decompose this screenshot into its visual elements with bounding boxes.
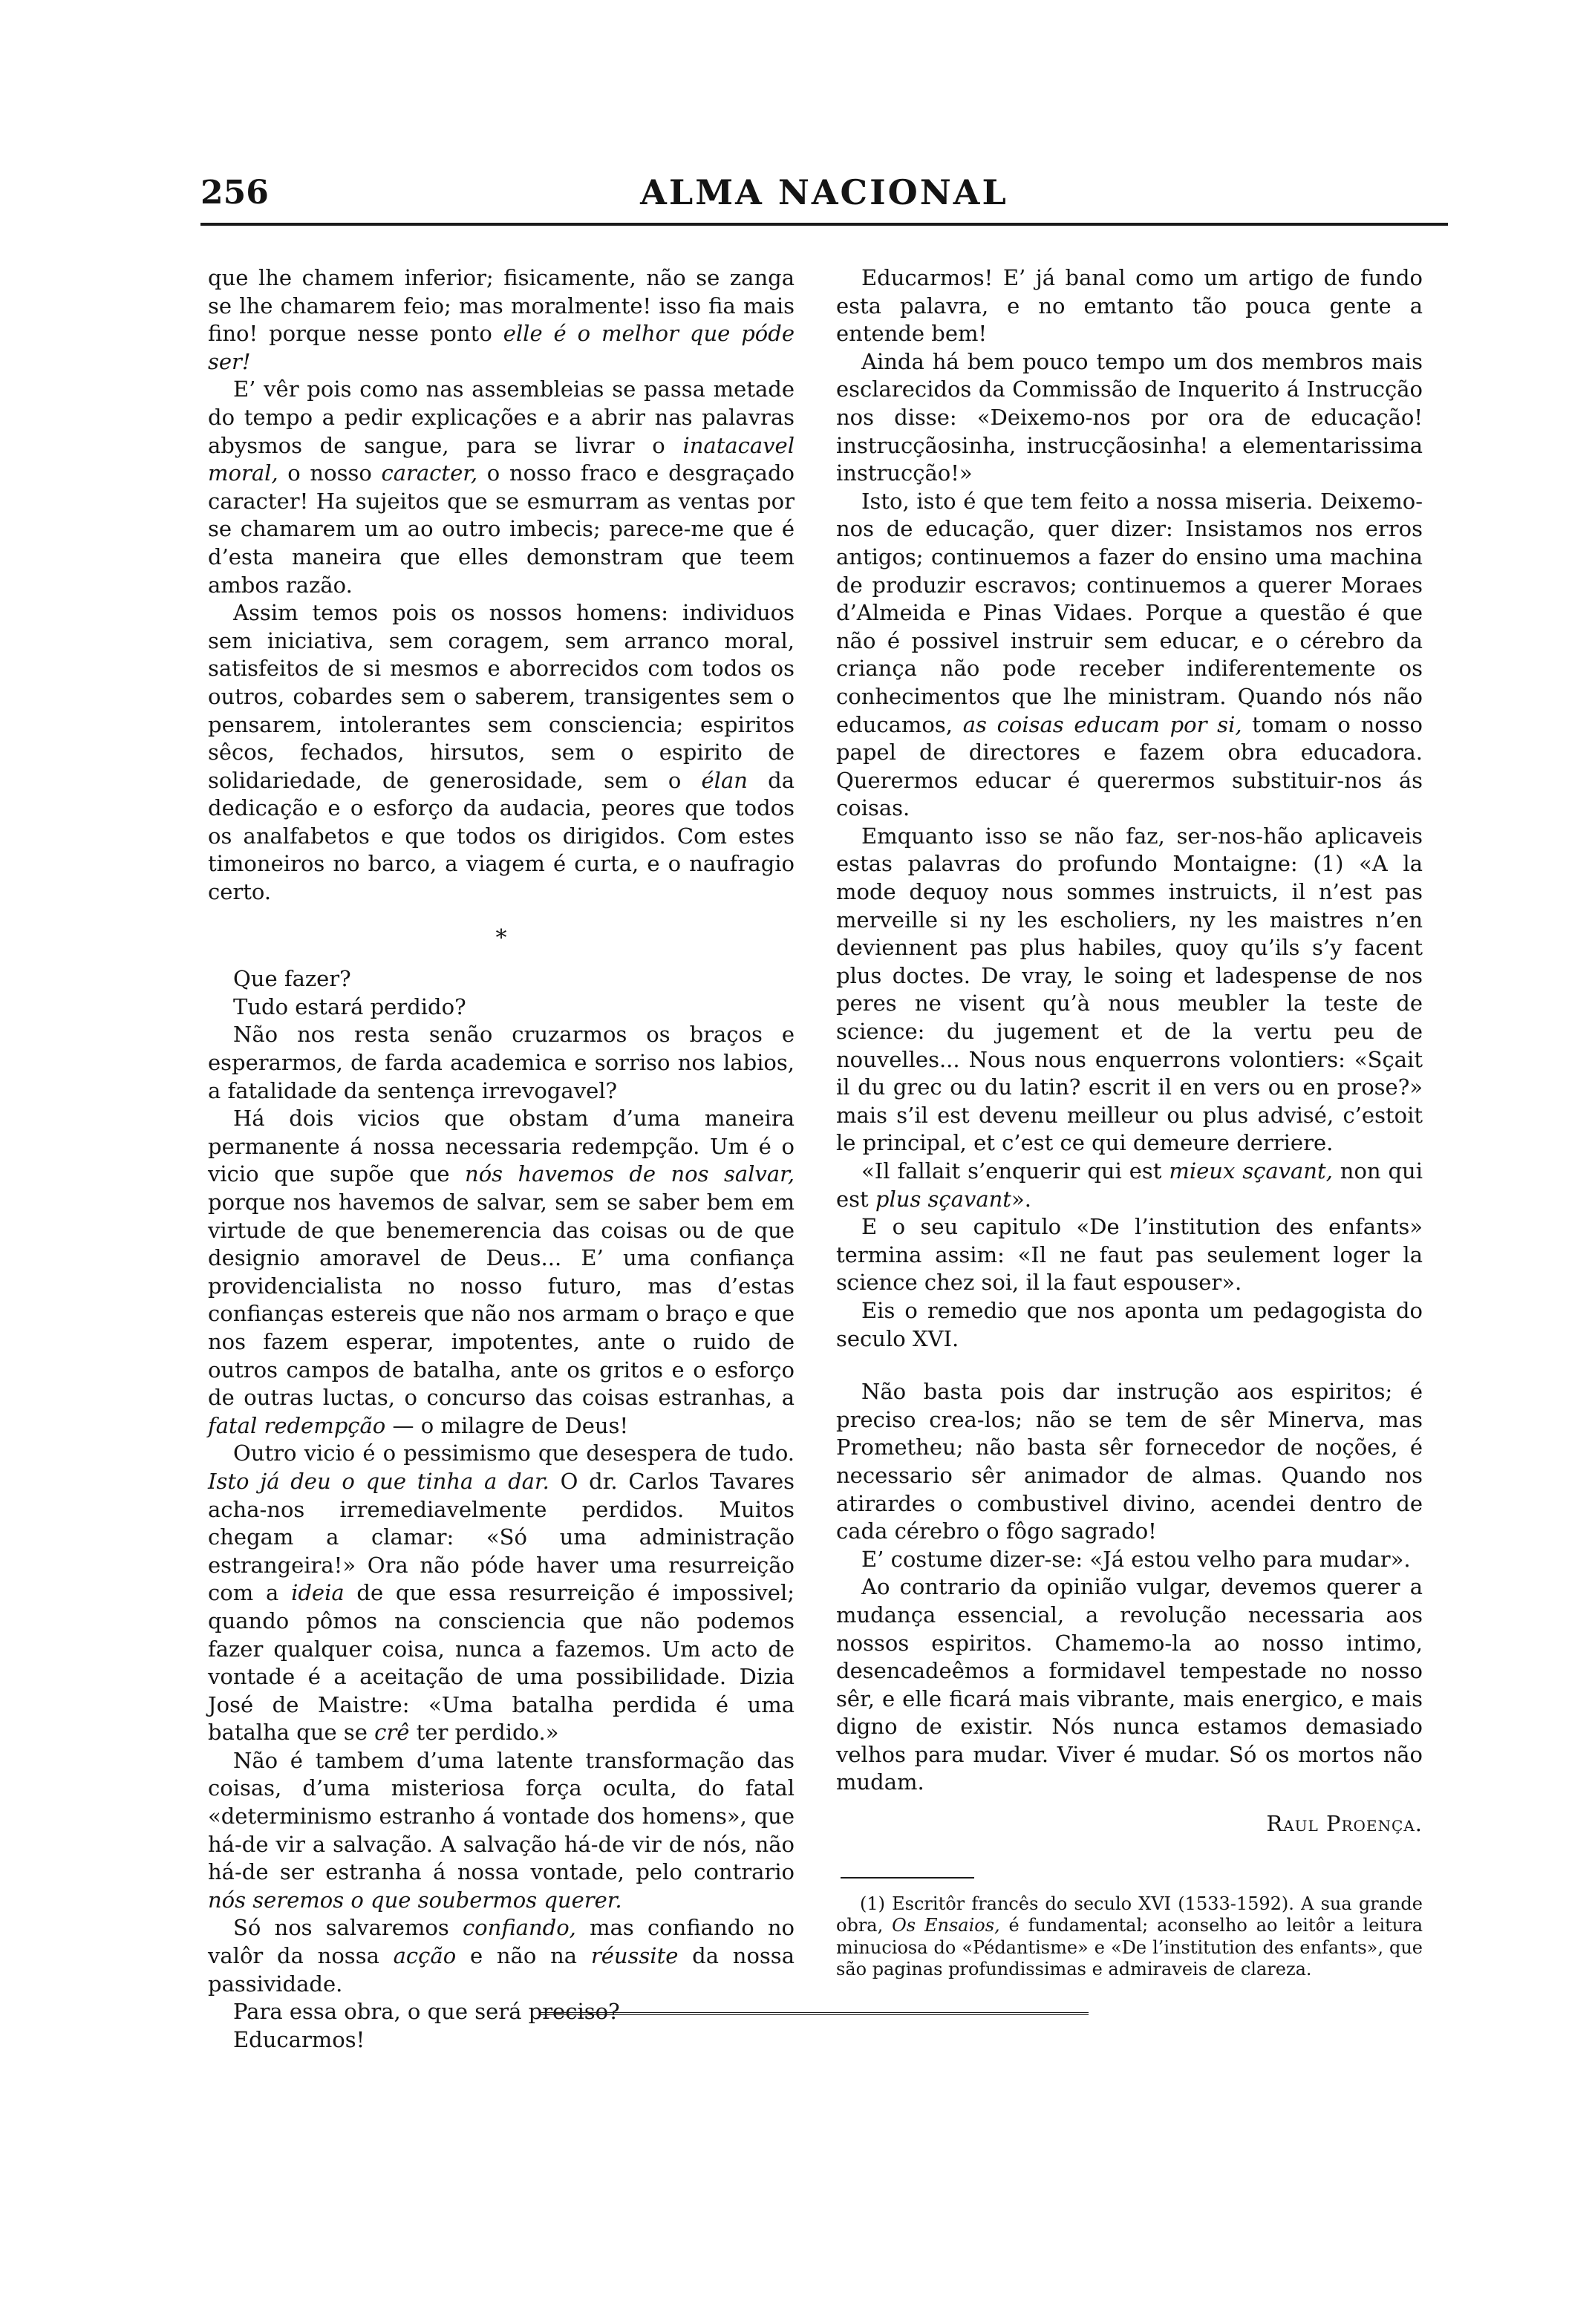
running-title: ALMA NACIONAL [640, 172, 1008, 212]
paragraph: Tudo estará perdido? [233, 993, 466, 1019]
paragraph: E’ vêr pois como nas assembleias se passa metade do tempo a pedir explicações e a abrir nas palavras abysmos de sangue, para se livrar o inatacavel moral, o nosso caracter, o nosso fraco e desgraçado caracter! Ha sujeitos que se esmurram as ventas por se chamarem um ao outro imbecis; parece-me que é d’esta maneira que elles demonstram que teem ambos razão. [208, 376, 795, 598]
paragraph: Educarmos! [233, 2026, 365, 2052]
paragraph: que lhe chamem inferior; fisicamente, não se zanga se lhe chamarem feio; mas moralmente! isso fia mais fino! porque nesse ponto elle é o melhor que póde ser! [208, 265, 795, 374]
paragraph: Ao contrario da opinião vulgar, devemos querer a mudança essencial, a revolução necessaria aos nossos espiritos. Chamemo-la ao nosso intimo, desencadeêmos a formidavel tempestade no nosso sêr, e elle ficará mais vibrante, mais energico, e mais digno de existir. Nós nunca estamos demasiado velhos para mudar. Viver é mudar. Só os mortos não mudam. [836, 1574, 1423, 1795]
paragraph: Que fazer? [233, 966, 351, 992]
paragraph: «Il fallait s’enquerir qui est mieux sçavant, non qui est plus sçavant». [836, 1158, 1423, 1212]
paragraph: Educarmos! E’ já banal como um artigo de fundo esta palavra, e no emtanto tão pouca gente a entende bem! [836, 265, 1423, 347]
left-column [208, 264, 795, 2054]
paragraph: Isto, isto é que tem feito a nossa miseria. Deixemo-nos de educação, quer dizer: Insistamos nos erros antigos; continuemos a fazer do ensino uma machina de produzir escravos; continuemos a querer Moraes d’Almeida e Pinas Vidaes. Porque a questão é que não é possivel instruir sem educar, e o cérebro da criança não pode receber indiferentemente os conhecimentos que lhe ministram. Quando nós não educamos, as coisas educam por si, tomam o nosso papel de directores e fazem obra educadora. Querermos educar é querermos substituir-nos ás coisas. [836, 488, 1423, 821]
paragraph: Ainda há bem pouco tempo um dos membros mais esclarecidos da Commissão de Inquerito á Instrucção nos disse: «Deixemo-nos por ora de educação! instrucçãosinha, instrucçãosinha! a elementarissima instrucção!» [836, 348, 1423, 486]
paragraph: Eis o remedio que nos aponta um pedagogista do seculo XVI. [836, 1297, 1423, 1351]
paragraph: Não é tambem d’uma latente transformação das coisas, d’uma misteriosa força oculta, do fatal «determinismo estranho á vontade dos homens», que há-de vir a salvação. A salvação há-de vir de nós, não há-de ser estranha á nossa vontade, pelo contrario nós seremos o que soubermos querer. [208, 1747, 795, 1913]
paragraph: Para essa obra, o que será preciso? [233, 1999, 620, 2025]
paragraph: Assim temos pois os nossos homens: individuos sem iniciativa, sem coragem, sem arranco moral, satisfeitos de si mesmos e aborrecidos com todos os outros, cobardes sem o saberem, transigentes sem o pensarem, intolerantes sem consciencia; espiritos sêcos, fechados, hirsutos, sem o espirito de solidariedade, de generosidade, sem o élan da dedicação e o esforço da audacia, peores que todos os analfabetos e que todos os dirigidos. Com estes timoneiros no barco, a viagem é curta, e o naufragio certo. [208, 600, 795, 905]
header-rule [200, 223, 1448, 226]
right-column [836, 264, 1423, 1981]
paragraph: Emquanto isso se não faz, ser-nos-hão aplicaveis estas palavras do profundo Montaigne: (1) «A la mode dequoy nous sommes instruicts, il n’est pas merveille si ny les escholiers, ny les maistres n’en deviennent pas plus habiles, quoy qu’ils s’y facent plus doctes. De vray, le soing et ladespense de nos peres ne visent qu’à nous meubler la teste de science: du jugement et de la vertu peu de nouvelles... Nous nous enquerrons volontiers: «Sçait il du grec ou du latin? escrit il en vers ou en prose?» mais s’il est devenu meilleur ou plus advisé, c’estoit le principal, et c’est ce qui demeure derriere. [836, 823, 1423, 1156]
page-number: 256 [200, 174, 269, 212]
footnote: (1) Escritôr francês do seculo XVI (1533-1592). A sua grande obra, Os Ensaios, é fundamental; aconselho ao leitôr a leitura minuciosa do «Pédantisme» e «De l’institution des enfants», que são paginas profundissimas e admiraveis de clareza. [836, 1893, 1423, 1980]
bottom-rule [539, 2012, 1089, 2017]
paragraph: E o seu capitulo «De l’institution des enfants» termina assim: «Il ne faut pas seulement loger la science chez soi, il la faut espouser». [836, 1214, 1423, 1296]
section-gap [836, 1353, 1423, 1378]
author-signature: Raul Proença. [1266, 1811, 1423, 1837]
paragraph: Há dois vicios que obstam d’uma maneira permanente á nossa necessaria redempção. Um é o vicio que supõe que nós havemos de nos salvar, porque nos havemos de salvar, sem se saber bem em virtude de que benemerencia das coisas ou de que designio amoravel de Deus... E’ uma confiança providencialista no nosso futuro, mas d’estas confianças estereis que não nos armam o braço e que nos fazem esperar, impotentes, ante o ruido de outros campos de batalha, ante os gritos e o esforço de outras luctas, o concurso das coisas estranhas, a fatal redempção — o milagre de Deus! [208, 1106, 795, 1438]
footnote-rule [841, 1877, 974, 1879]
paragraph: E’ costume dizer-se: «Já estou velho para mudar». [861, 1546, 1411, 1572]
paragraph: Não nos resta senão cruzarmos os braços e esperarmos, de farda academica e sorriso nos labios, a fatalidade da sentença irrevogavel? [208, 1022, 795, 1103]
page-header [200, 172, 1448, 226]
paragraph: Outro vicio é o pessimismo que desespera de tudo. Isto já deu o que tinha a dar. O dr. Carlos Tavares acha-nos irremediavelmente perdidos. Muitos chegam a clamar: «Só uma administração estrangeira!» Ora não póde haver uma resurreição com a ideia de que essa resurreição é impossivel; quando pômos na consciencia que não podemos fazer qualquer coisa, nunca a fazemos. Um acto de vontade é a aceitação de uma possibilidade. Dizia José de Maistre: «Uma batalha perdida é uma batalha que se crê ter perdido.» [208, 1440, 795, 1746]
paragraph: Só nos salvaremos confiando, mas confiando no valôr da nossa acção e não na réussite da nossa passividade. [208, 1915, 795, 1997]
paragraph: Não basta pois dar instrução aos espiritos; é preciso crea-los; não se tem de sêr Minerva, mas Prometheu; não basta sêr fornecedor de noções, é necessario sêr animador de almas. Quando nos atirardes o combustivel divino, acendei dentro de cada cérebro o fôgo sagrado! [836, 1379, 1423, 1544]
section-separator: * [495, 924, 507, 951]
